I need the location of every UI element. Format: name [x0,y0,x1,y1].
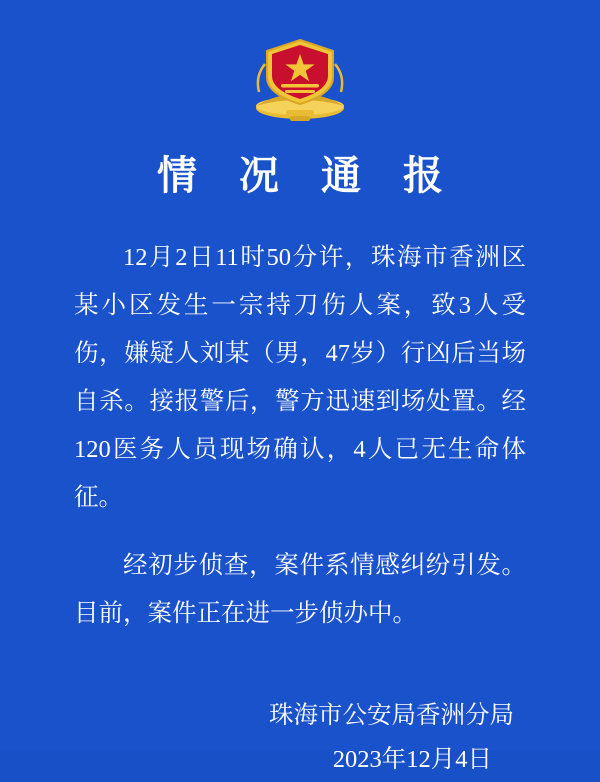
signature-date: 2023年12月4日 [332,746,492,773]
china-police-badge-icon [245,34,355,126]
notice-paragraph: 经初步侦查，案件系情感纠纷引发。目前，案件正在进一步侦办中。 [74,552,526,627]
notice-paragraph: 12月2日11时50分许，珠海市香洲区某小区发生一宗持刀伤人案，致3人受伤，嫌疑人刘某（男，47岁）行凶后当场自杀。接报警后，警方迅速到场处置。经120医务人员现场确认，4人已无生命体征。 [74,244,526,511]
page-title: 情 况 通 报 [157,153,459,198]
signature-organization: 珠海市公安局香洲分局 [269,702,514,729]
notice-body [74,234,526,638]
signature-block [74,694,526,782]
